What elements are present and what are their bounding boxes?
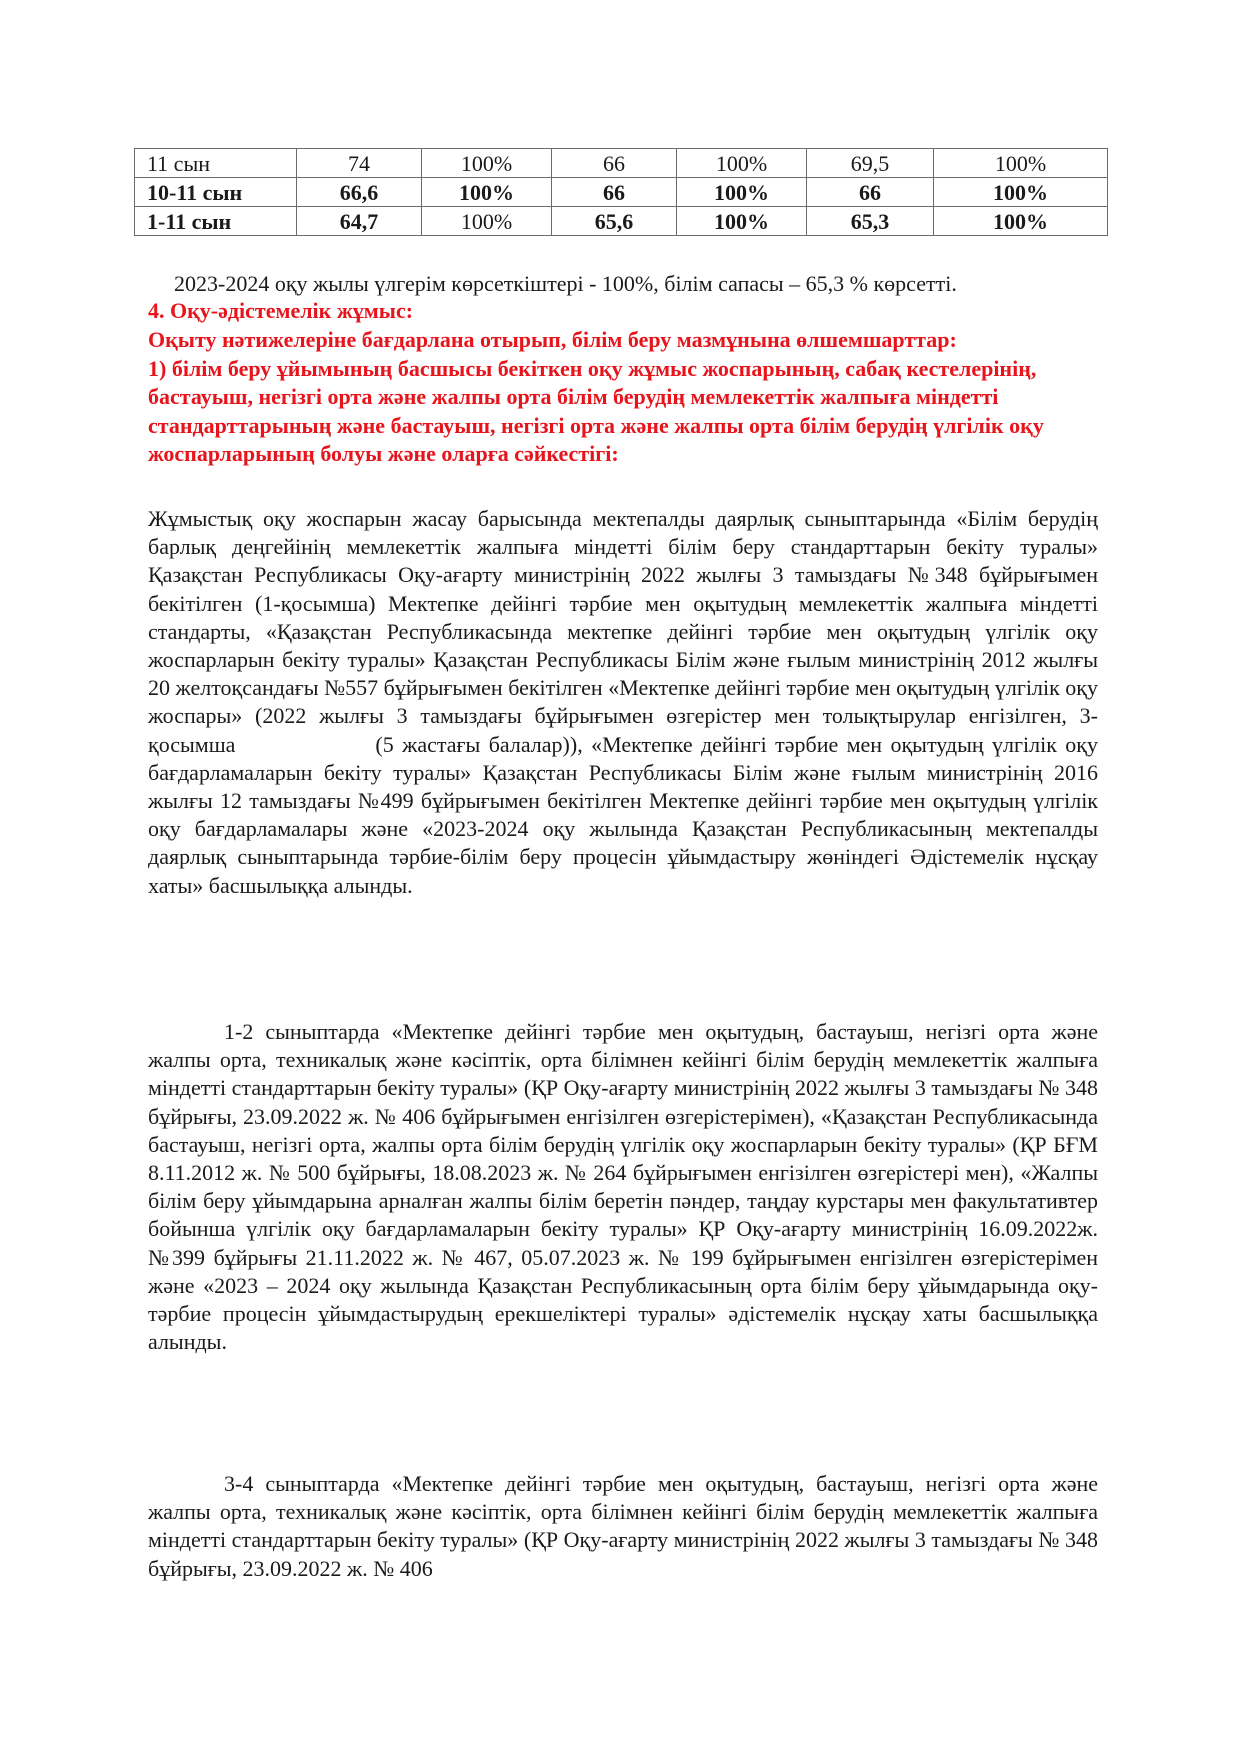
criteria-title: Оқыту нәтижелеріне бағдарлана отырып, білім беру мазмұнына өлшемшарттар:	[148, 327, 957, 352]
table-cell: 66	[552, 178, 677, 207]
summary-line: 2023-2024 оқу жылы үлгерім көрсеткіштері - 100%, білім сапасы – 65,3 % көрсетті.	[174, 271, 957, 296]
table-cell: 100%	[934, 207, 1108, 236]
table-cell: 65,6	[552, 207, 677, 236]
table-cell: 64,7	[297, 207, 422, 236]
table-cell: 100%	[422, 178, 552, 207]
table-cell: 100%	[422, 149, 552, 178]
table-cell: 66	[807, 178, 934, 207]
table-row	[135, 207, 1108, 236]
row-label: 1-11 сын	[135, 207, 297, 236]
results-table	[134, 148, 1108, 236]
paragraph-grades-1-2: 1-2 сыныптарда «Мектепке дейінгі тәрбие мен оқытудың, бастауыш, негізгі орта және жалпы орта, техникалық және кәсіптік, орта білімнен кейінгі білім берудің мемлекеттік жалпыға міндетті стандарттарын бекіту туралы» (ҚР Оқу-ағарту министрінің 2022 жылғы 3 тамыздағы № 348 бұйрығы, 23.09.2022 ж. № 406 бұйрығымен енгізілген өзгерістерімен), «Қазақстан Республикасында бастауыш, негізгі орта, жалпы орта білім берудің үлгілік оқу жоспарларын бекіту туралы» (ҚР БҒМ 8.11.2012 ж. № 500 бұйрығы, 18.08.2023 ж. № 264 бұйрығымен енгізілген өзгерістері мен), «Жалпы білім беру ұйымдарына арналған жалпы білім беретін пәндер, таңдау курстары мен факультативтер бойынша үлгілік оқу бағдарламаларын бекіту туралы» ҚР Оқу-ағарту министрінің 16.09.2022ж. №399 бұйрығы 21.11.2022 ж. № 467, 05.07.2023 ж. № 199 бұйрығымен енгізілген өзгерістерімен және «2023 – 2024 оқу жылында Қазақстан Республикасының орта білім беру ұйымдарында оқу-тәрбие процесін ұйымдастырудың ерекшеліктері туралы» әдістемелік нұсқау хаты басшылыққа алынды.	[148, 1019, 1098, 1355]
table-cell: 74	[297, 149, 422, 178]
paragraph-text: Жұмыстық оқу жоспарын жасау барысында мектепалды даярлық сыныптарында «Білім берудің барлық деңгейінің мемлекеттік жалпыға міндетті білім беру стандарттарын бекіту туралы» Қазақстан Республикасы Оқу-ағарту министрінің 2022 жылғы 3 тамыздағы №348 бұйрығымен бекітілген (1-қосымша) Мектепке дейінгі тәрбие мен оқытудың мемлекеттік жалпыға міндетті стандарты, «Қазақстан Республикасында мектепке дейінгі тәрбие мен оқытудың үлгілік оқу жоспарларын бекіту туралы» Қазақстан Республикасы Білім және ғылым министрінің 2012 жылғы 20 желтоқсандағы №557 бұйрығымен бекітілген «Мектепке дейінгі тәрбие мен оқытудың үлгілік оқу жоспары» (2022 жылғы 3 тамыздағы бұйрығымен өзгерістер мен толықтырулар енгізілген, 3-қосымша	[148, 506, 1098, 757]
row-label: 10-11 сын	[135, 178, 297, 207]
table-cell: 66	[552, 149, 677, 178]
table-cell: 65,3	[807, 207, 934, 236]
table-cell: 100%	[677, 178, 807, 207]
paragraph-grades-3-4: 3-4 сыныптарда «Мектепке дейінгі тәрбие мен оқытудың, бастауыш, негізгі орта және жалпы орта, техникалық және кәсіптік, орта білімнен кейінгі білім берудің мемлекеттік жалпыға міндетті стандарттарын бекіту туралы» (ҚР Оқу-ағарту министрінің 2022 жылғы 3 тамыздағы № 348 бұйрығы, 23.09.2022 ж. № 406	[148, 1471, 1098, 1581]
table-cell: 100%	[677, 207, 807, 236]
paragraph-text: (5 жастағы балалар)), «Мектепке дейінгі тәрбие мен оқытудың үлгілік оқу бағдарламаларын бекіту туралы» Қазақстан Республикасы Білім және ғылым министрінің 2016 жылғы 12 тамыздағы №499 бұйрығымен бекітілген Мектепке дейінгі тәрбие мен оқытудың үлгілік оқу бағдарламалары және «2023-2024 оқу жылында Қазақстан Республикасының мектепалды даярлық сыныптарында тәрбие-білім беру процесін ұйымдастыру жөніндегі Әдістемелік нұсқау хаты» басшылыққа алынды.	[148, 731, 1098, 898]
table-cell: 100%	[934, 149, 1108, 178]
row-label: 11 сын	[135, 149, 297, 178]
section-heading: 4. Оқу-әдістемелік жұмыс:	[148, 298, 414, 323]
table-cell: 69,5	[807, 149, 934, 178]
table-row	[135, 149, 1108, 178]
table-row	[135, 178, 1108, 207]
paragraph-preschool	[148, 505, 1098, 900]
table-cell: 100%	[934, 178, 1108, 207]
criteria-block	[148, 326, 1083, 469]
criteria-item: 1) білім беру ұйымының басшысы бекіткен оқу жұмыс жоспарының, сабақ кестелерінің, бастауыш, негізгі орта және жалпы орта білім берудің мемлекеттік жалпыға міндетті стандарттарының және бастауыш, негізгі орта және жалпы орта білім берудің үлгілік оқу жоспарларының болуы және оларға сәйкестігі:	[148, 355, 1044, 466]
table-cell: 66,6	[297, 178, 422, 207]
table-cell: 100%	[677, 149, 807, 178]
table-cell: 100%	[422, 207, 552, 236]
